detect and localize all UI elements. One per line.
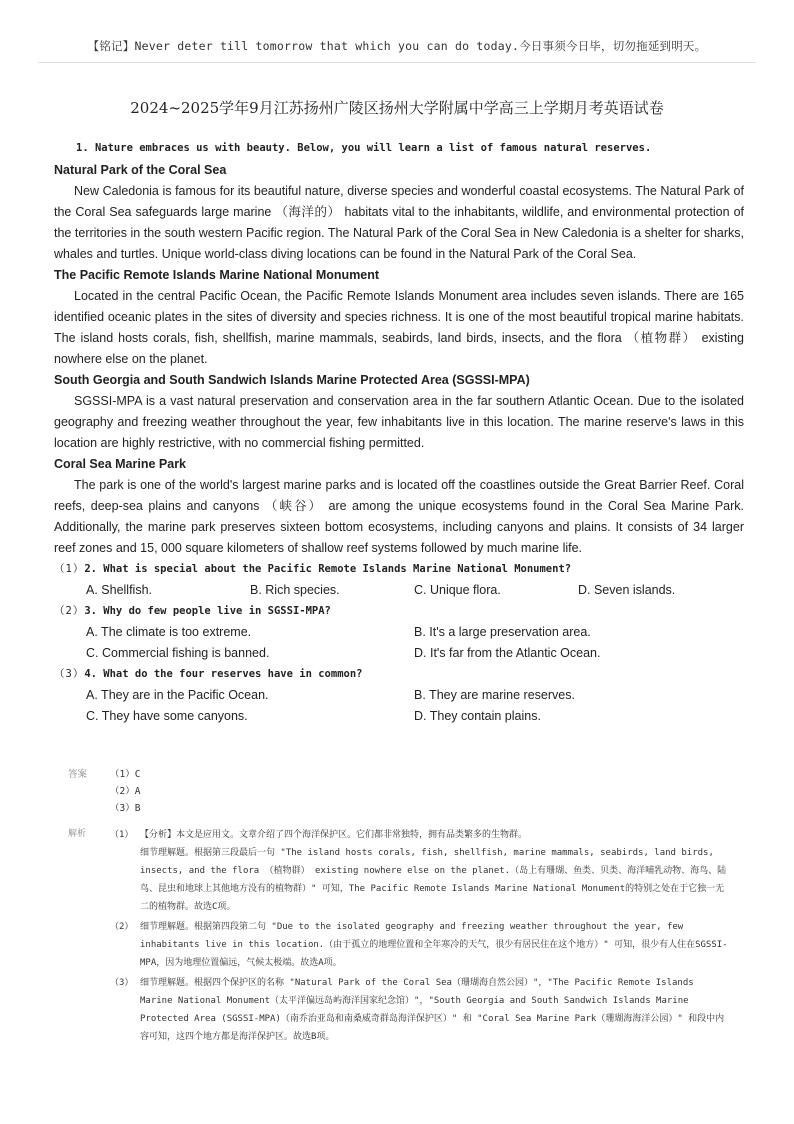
section-text: Located in the central Pacific Ocean, the Pacific Remote Islands Monument area includes seven islands. There are 165 identified oceanic plates in the sites of diversity and species richness. It is one of the most beautiful tropical marine habitats. The island hosts corals, fish, shellfish, marine mammals, seabirds, land birds, insects, and the flora （植物群） existing nowhere else on the planet. — [54, 289, 744, 366]
section-heading: South Georgia and South Sandwich Islands Marine Protected Area (SGSSI-MPA) — [54, 373, 530, 387]
answer-label: 答案 — [68, 769, 88, 780]
section-heading: Coral Sea Marine Park — [54, 457, 187, 471]
section-heading: The Pacific Remote Islands Marine National Monument — [54, 268, 380, 282]
option-a[interactable]: A. They are in the Pacific Ocean. — [86, 688, 269, 702]
explanation-number: （1） — [110, 830, 134, 840]
answer-section — [68, 766, 140, 817]
exam-title: 2024~2025学年9月江苏扬州广陵区扬州大学附属中学高三上学期月考英语试卷 — [130, 99, 664, 117]
option-list — [86, 622, 744, 664]
explanation-number: （2） — [110, 922, 134, 932]
answer-item: （2）A — [110, 786, 141, 797]
option-b[interactable]: B. Rich species. — [250, 583, 340, 597]
answer-item: （3）B — [110, 803, 141, 814]
question-text — [54, 601, 744, 622]
explanation-line: 细节理解题。根据第三段最后一句 "The island hosts corals, fish, shellfish, marine mammals, seabirds, land birds, insects, and the flora （植物群） existing nowhere else on the planet.（岛上有珊瑚、鱼类、贝类、海洋哺乳动物、海鸟、陆鸟、昆虫和地球上其他地方没有的植物群）" 可知，The Pacific Remote Islands Marine National Monument的特别之处在于它独一无二的植物群。故选C项。 — [140, 848, 727, 912]
passage-content — [54, 140, 744, 727]
option-d[interactable]: D. It's far from the Atlantic Ocean. — [414, 646, 601, 660]
explanation-number: （3） — [110, 978, 134, 988]
option-list — [86, 685, 744, 727]
option-c[interactable]: C. Unique flora. — [414, 583, 501, 597]
question-text — [54, 664, 744, 685]
option-c[interactable]: C. Commercial fishing is banned. — [86, 646, 270, 660]
section-text: SGSSI-MPA is a vast natural preservation and conservation area in the far southern Atlantic Ocean. Due to the isolated geography and freezing weather throughout the year, few inhabitants live in this location. The marine reserve's laws in this location are highly restrictive, with no commercial fishing permitted. — [54, 394, 744, 450]
explanation-line: 细节理解题。根据四个保护区的名称 "Natural Park of the Coral Sea（珊瑚海自然公园）"，"The Pacific Remote Islands Marine National Monument（太平洋偏远岛屿海洋国家纪念馆）"，"South Georgia and South Sandwich Islands Marine Protected Area (SGSSI-MPA)（南乔治亚岛和南桑威奇群岛海洋保护区）" 和 "Coral Sea Marine Park（珊瑚海海洋公园）" 和段中内容可知，这四个地方都是海洋保护区。故选B项。 — [140, 978, 725, 1042]
answer-item: （1）C — [110, 769, 141, 780]
question-block — [54, 664, 744, 727]
section-text: The park is one of the world's largest marine parks and is located off the coastlines outside the Great Barrier Reef. Coral reefs, deep-sea plains and canyons （峡谷） are among the unique ecosystems found in the Coral Sea Marine Park. Additionally, the marine park preserves sixteen bottom ecosystems, including canyons and plains. It consists of 34 larger reef zones and 15, 000 square kilometers of shallow reef systems followed by much marine life. — [54, 478, 744, 555]
passage-section — [54, 370, 744, 454]
explanation-line: 【分析】本文是应用文。文章介绍了四个海洋保护区。它们都非常独特，拥有品类繁多的生物群。 — [140, 830, 528, 840]
question-text — [54, 559, 744, 580]
option-d[interactable]: D. They contain plains. — [414, 709, 541, 723]
explanation-item — [110, 826, 728, 916]
question-stem: 2. What is special about the Pacific Remote Islands Marine National Monument? — [84, 563, 572, 575]
option-d[interactable]: D. Seven islands. — [578, 583, 676, 597]
section-heading: Natural Park of the Coral Sea — [54, 163, 227, 177]
motto-header: 【铭记】Never deter till tomorrow that which you can do today.今日事须今日毕，切勿拖延到明天。 — [87, 39, 707, 53]
question-block — [54, 601, 744, 664]
explanation-item — [110, 974, 728, 1046]
question-number: （1） — [54, 563, 85, 575]
explanation-label: 解析 — [68, 829, 87, 839]
explanation-line: 细节理解题。根据第四段第二句 "Due to the isolated geography and freezing weather throughout the year, few inhabitants live in this location.（由于孤立的地理位置和全年寒冷的天气，很少有居民住在这个地方）" 可知，很少有人住在SGSSI-MPA，因为地理位置偏远，气候太极端。故选A项。 — [140, 922, 728, 968]
option-b[interactable]: B. They are marine reserves. — [414, 688, 575, 702]
header-divider — [38, 62, 756, 63]
option-c[interactable]: C. They have some canyons. — [86, 709, 248, 723]
question-stem: 3. Why do few people live in SGSSI-MPA? — [84, 605, 331, 617]
explanation-item — [110, 918, 728, 972]
option-list — [86, 580, 744, 601]
question-stem: 4. What do the four reserves have in common? — [84, 668, 363, 680]
passage-intro: 1. Nature embraces us with beauty. Below, you will learn a list of famous natural reserves. — [76, 142, 652, 154]
explanation-section — [68, 826, 728, 1048]
passage-section — [54, 160, 744, 265]
passage-section — [54, 454, 744, 559]
option-a[interactable]: A. Shellfish. — [86, 583, 153, 597]
question-number: （3） — [54, 668, 85, 680]
passage-section — [54, 265, 744, 370]
question-block — [54, 559, 744, 601]
option-b[interactable]: B. It's a large preservation area. — [414, 625, 591, 639]
option-a[interactable]: A. The climate is too extreme. — [86, 625, 252, 639]
section-text: New Caledonia is famous for its beautiful nature, diverse species and wonderful coastal ecosystems. The Natural Park of the Coral Sea safeguards large marine （海洋的） habitats vital to the inhabitants, wildlife, and environmental protection of the territories in the south western Pacific region. The Natural Park of the Coral Sea in New Caledonia is a shelter for sharks, whales and turtles. Unique world-class diving locations can be found in the Natural Park of the Coral Sea. — [54, 184, 744, 261]
question-number: （2） — [54, 605, 85, 617]
